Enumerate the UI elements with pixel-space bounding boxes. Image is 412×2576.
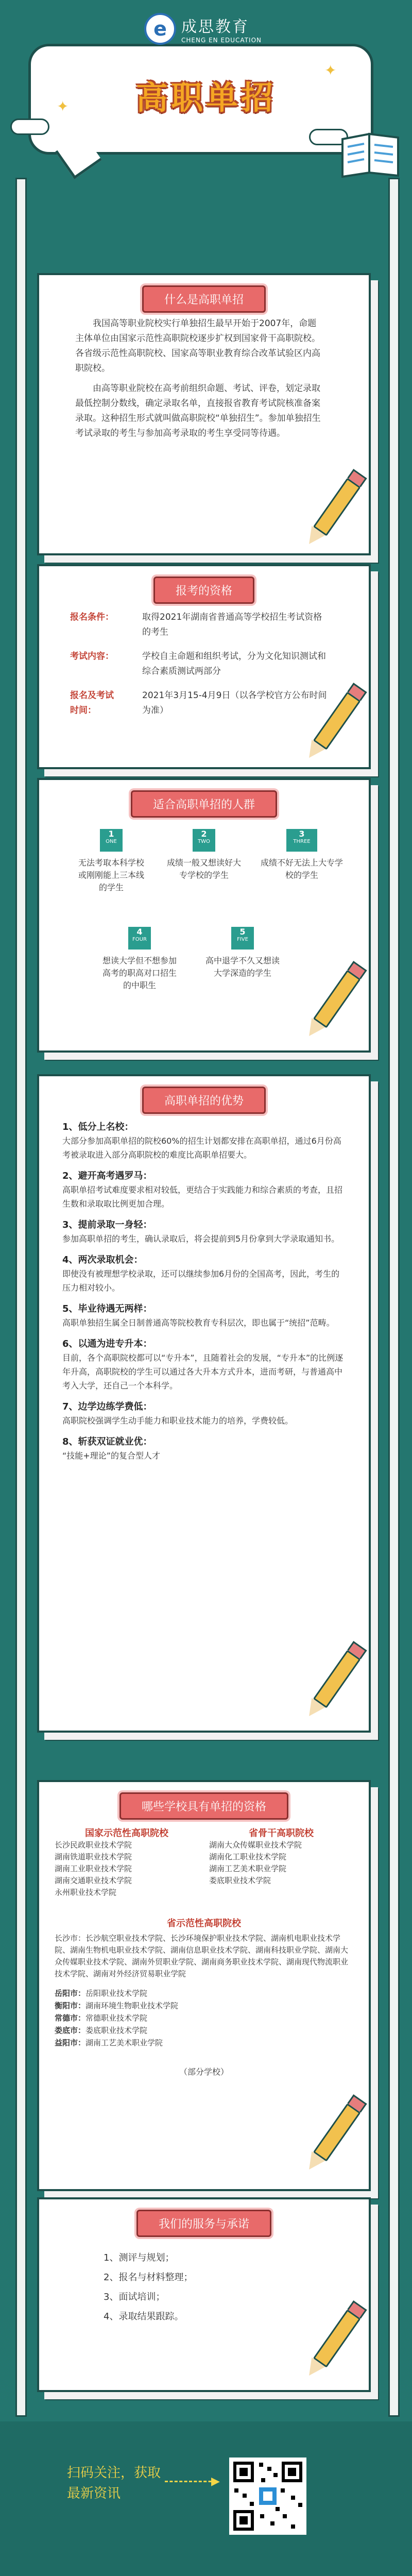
page-title: 高职单招 — [135, 79, 276, 116]
advantage-head: 8、斩获双证就业优： — [62, 1436, 152, 1447]
paragraph: 由高等职业院校在高考前组织命题、考试、评卷，划定录取最低控制分数线，确定录取名单，直接报省教育考试院核准备案录取。这种招生形式就叫做高职院校“单独招生”。参加单独招生考试录取的考生与参加高考录取的考生享受同等待遇。 — [75, 383, 321, 438]
advantage-head: 3、提前录取一身轻： — [62, 1219, 152, 1230]
city-row: 益阳市：湖南工艺美术职业学院 — [55, 2038, 163, 2047]
advantage-item — [62, 1169, 346, 1211]
section-services-card — [37, 2197, 371, 2392]
section-title: 哪些学校具有单招的资格 — [119, 1792, 288, 1820]
advantage-head: 5、毕业待遇无两样： — [62, 1303, 152, 1314]
schools-note: （部分学校） — [179, 2067, 229, 2077]
pencil-icon — [309, 2300, 364, 2371]
service-item: 1、测评与规划； — [104, 2252, 175, 2263]
advantage-text: 目前，各个高职院校都可以“专升本”，且随着社会的发展，“专升本”的比例逐年升高，高职院校的学生可以通过各大升本方式升本，进而考研，与普通高中考入大学，还自己一个本科学。 — [62, 1353, 344, 1391]
pencil-icon — [309, 961, 364, 1032]
national-schools — [55, 1826, 199, 1899]
advantage-head: 7、边学边练学费低： — [62, 1401, 152, 1412]
school-name: 永州职业技术学院 — [55, 1888, 117, 1897]
star-icon: ✦ — [57, 98, 69, 115]
logo-subtext: CHENG EN EDUCATION — [181, 37, 262, 44]
school-group-head: 省示范性高职院校 — [167, 1918, 241, 1929]
pencil-icon — [309, 2094, 364, 2165]
section-suitable-card — [37, 778, 371, 1053]
school-name: 湖南铁道职业技术学院 — [55, 1852, 132, 1861]
advantage-text: 参加高职单招的考生，确认录取后，将会提前到5月份拿到大学录取通知书。 — [62, 1234, 340, 1244]
number-badge: 4 FOUR — [128, 927, 151, 950]
advantage-text: 即使没有被理想学校录取，还可以继续参加6月份的全国高考，因此，考生的压力相对较小。 — [62, 1269, 340, 1293]
city-row: 常德市：常德职业技术学院 — [55, 2013, 148, 2023]
number-badge: 5 FIVE — [231, 927, 254, 950]
row-label: 报名条件： — [70, 612, 114, 622]
page-header — [0, 0, 412, 175]
logo-mark-icon: e — [144, 13, 176, 45]
section-what-card — [37, 273, 371, 555]
service-item: 2、报名与材料整理； — [104, 2272, 193, 2283]
exam-row — [70, 649, 328, 679]
book-spine-right — [388, 178, 400, 2417]
number-badge: 3 THREE — [286, 829, 317, 852]
school-name: 湖南交通职业技术学院 — [55, 1876, 132, 1885]
advantage-text: 大部分参加高职单招的院校60%的招生计划都安排在高职单招，通过6月份高考被录取进入部分高职院校的难度比高职单招要大。 — [62, 1136, 341, 1160]
city-row: 岳阳市：岳阳职业技术学院 — [55, 1989, 148, 1998]
number-badge: 2 TWO — [193, 829, 215, 852]
item-text: 成绩一般又想读好大专学校的学生 — [166, 858, 241, 880]
section-title: 我们的服务与承诺 — [136, 2210, 271, 2237]
arrow-icon: ▶ — [211, 2475, 220, 2488]
advantage-item — [62, 1120, 346, 1162]
row-value: 取得2021年湖南省普通高等学校招生考试资格的考生 — [142, 612, 322, 637]
advantage-item — [62, 1435, 346, 1463]
section-advantages-card — [37, 1074, 371, 1733]
advantage-head: 6、以通为进专升本： — [62, 1338, 152, 1349]
arrow-line — [165, 2481, 216, 2482]
advantage-head: 1、低分上名校： — [62, 1122, 134, 1132]
advantage-text: 高职单独招生属全日制普通高等院校教育专科层次，即也属于“统招”范畴。 — [62, 1318, 335, 1328]
suitable-item — [101, 927, 178, 992]
item-text: 想读大学但不想参加高考的职高对口招生的中职生 — [102, 956, 177, 990]
section-title: 高职单招的优势 — [142, 1087, 266, 1114]
suitable-item — [204, 927, 281, 979]
row-value: 学校自主命题和组织考试，分为文化知识测试和综合素质测试两部分 — [142, 651, 326, 676]
section-title: 什么是高职单招 — [142, 285, 266, 313]
paragraph: 我国高等职业院校实行单独招生最早开始于2007年，命题主体单位由国家示范性高职院校逐步扩权到国家骨干高职院校。各省级示范性高职院校、国家高等职业教育综合改革试验区内高职院校。 — [75, 318, 320, 374]
item-text: 成绩不好无法上大专学校的学生 — [261, 858, 344, 880]
school-name: 湖南工艺美术职业学院 — [209, 1864, 287, 1873]
advantage-text: 高职院校强调学生动手能力和职业技术能力的培养，学费较低。 — [62, 1416, 294, 1426]
school-name: 湖南化工职业技术学院 — [209, 1852, 287, 1861]
book-icon — [337, 126, 404, 178]
advantage-head: 2、避开高考遇罗马： — [62, 1171, 152, 1181]
provincial-schools — [55, 1916, 353, 2079]
item-text: 无法考取本科学校或刚刚能上三本线的学生 — [78, 858, 144, 892]
school-name: 湖南大众传媒职业技术学院 — [209, 1840, 302, 1850]
exam-row — [70, 610, 328, 640]
school-group-head: 省骨干高职院校 — [249, 1828, 314, 1839]
book-spine-left — [15, 178, 27, 2417]
cloud-icon — [10, 118, 49, 135]
exam-row — [70, 688, 328, 718]
backbone-schools — [209, 1826, 353, 1887]
advantage-item — [62, 1302, 346, 1330]
footer — [0, 2421, 412, 2576]
suitable-item — [165, 829, 243, 882]
row-label: 考试内容： — [70, 651, 114, 662]
school-name: 娄底职业技术学院 — [209, 1876, 271, 1885]
section-title: 适合高职单招的人群 — [131, 790, 277, 818]
school-name: 湖南工业职业技术学院 — [55, 1864, 132, 1873]
service-item: 4、录取结果跟踪。 — [104, 2311, 184, 2322]
suitable-item — [261, 829, 343, 882]
advantage-item — [62, 1400, 346, 1428]
provincial-text: 长沙市：长沙航空职业技术学院、长沙环境保护职业技术学院、湖南机电职业技术学院、湖南生物机电职业技术学院、湖南信息职业技术学院、湖南科技职业学院、湖南大众传媒职业技术学院、湖南外贸职业学院、湖南商务职业技术学院、湖南现代物流职业技术学院、湖南对外经济贸易职业学院 — [55, 1934, 349, 1978]
qr-code[interactable] — [229, 2458, 306, 2535]
section-schools-card — [37, 1780, 371, 2191]
advantage-head: 4、两次录取机会： — [62, 1255, 143, 1265]
pencil-icon — [309, 1641, 364, 1712]
suitable-item — [75, 829, 147, 894]
number-badge: 1 ONE — [100, 829, 123, 852]
advantage-text: 高职单招考试难度要求相对较低，更结合于实践能力和综合素质的考查，且招生数和录取取比例更加合理。 — [62, 1185, 343, 1209]
service-item: 3、面试培训； — [104, 2292, 165, 2302]
item-text: 高中退学不久又想读大学深造的学生 — [205, 956, 280, 978]
school-group-head: 国家示范性高职院校 — [85, 1828, 168, 1839]
city-row: 衡阳市：湖南环境生物职业技术学院 — [55, 2001, 179, 2010]
advantage-item — [62, 1218, 346, 1246]
row-label: 报名及考试时间： — [70, 690, 114, 716]
section-title: 报考的资格 — [153, 577, 254, 604]
school-name: 长沙民政职业技术学院 — [55, 1840, 132, 1850]
logo-text: 成思教育 — [181, 18, 249, 36]
city-row: 娄底市：娄底职业技术学院 — [55, 2026, 148, 2035]
star-icon: ✦ — [324, 62, 337, 79]
section-exam-card — [37, 564, 371, 769]
logo — [144, 13, 262, 45]
pencil-icon — [309, 469, 364, 540]
advantage-item — [62, 1253, 346, 1295]
row-value: 2021年3月15-4月9日（以各学校官方公布时间为准） — [142, 690, 327, 716]
advantage-text: “技能+理论”的复合型人才 — [62, 1451, 160, 1461]
advantage-item — [62, 1337, 346, 1393]
qr-code-icon — [229, 2458, 306, 2535]
scan-prompt: 扫码关注，获取最新资讯 — [67, 2465, 161, 2501]
